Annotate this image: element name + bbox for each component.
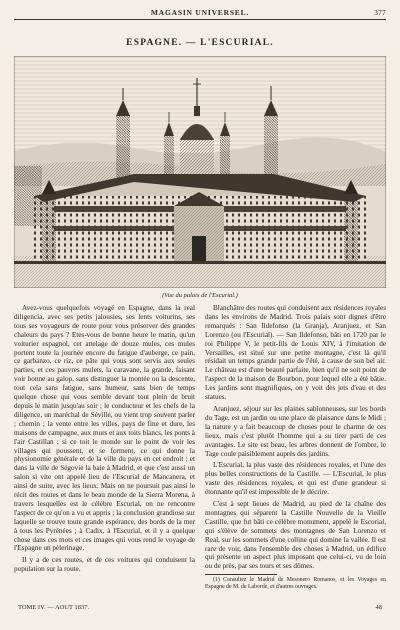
escorial-engraving — [14, 56, 386, 288]
volume-line: TOME IV. — AOUT 1837. — [18, 604, 90, 611]
paragraph: Avez-vous quelquefois voyagé en Espagne, dans la real diligencia, avec ses petits jalousies, ses lents voiturins, ses tous ses voyageurs de route pour vous préserver des grandes chaleurs du pays ? Etes-vous de bonne heure le matin, qu'un voiturier espagnol, cet attelage de douze mules, ces mules portent toute la journée encore du fatigue d'auberge, ce pain, ce garbanzo, ce riz, ce pâte qui vous sont servis aux seules parties, et ces pauvres mulets, la caravane, la grande, faisant voir bonne au galop, sans distinguer la montée ou la descente, tout cela sans fatigue, sans humeur, sans bien de temps quelque chose qui vous semble devant tout plein de bruit depuis le matin jusqu'au soir ; le conducteur et les chefs de la diligence, un maréchal de Séville, ou vient trop souvent parler ; chemin ; la vente entre les villes, pays de fine et dure, les maisons de campagne, aux murs et aux toits blancs, les ponts à l'air Castillan ; si ce toit le monde sur le point de voir les villages qui poussent, et se forment, ce qui donne la physionomie générale et de la ville du pays en cet endroit ; et dans la ville de Ségovie la baie à Madrid, et que c'est aussi un salon si vite ont appelé lieu de l'Escurial de Mancanera, et ainsi de suite, avec les lieux. Mais on ne poursuit pas ainsi le récit des routes et dans le beau monde de la Sierra Morena, à travers lesquelles est le célèbre Escurial, on ne rencontre l'aspect de ce qu'on a vu et appris ; la conclusion grandiose sur laquelle se trouve toute grande espérance, des bords de la mer à tous les Pyrénées ; à Cadix, à l'Escurial, et il y a quelque chose dans ces mots et ces images qui vous rend le voyage de l'Espagne un pèlerinage. — [14, 304, 195, 553]
paragraph: C'est à sept lieues de Madrid, au pied de la chaîne des montagnes qui séparent la Castille Nouvelle de la Vieille Castille, que fut bâti ce célèbre monument, appelé le Escorial, qui s'élève de sommets des montagnes de San Lorenzo et Real, sur les sommets d'une colline qui domine la vallée. Il est rare de voir, dans l'ensemble des choses à Madrid, un édifice qui présente un aspect plus imposant que celui-ci, vu de loin ou de près, par ses tours et ses dômes. — [205, 500, 386, 571]
page-footer — [14, 604, 386, 616]
paragraph: Il y a de ces routes, et de ces voitures qui conduisent la population sur la route. — [14, 556, 195, 574]
running-title: MAGASIN UNIVERSEL. — [150, 8, 250, 17]
paragraph: L'Escurial, la plus vaste des résidences royales, et l'une des plus belles constructions de la Castille. — L'Escurial, le plus vaste des résidences royales, et qui est d'une grandeur si étonnante qu'il est impossible de le décrire. — [205, 461, 386, 497]
header-rule — [14, 19, 386, 20]
paragraph: Aranjuez, séjour sur les plaines sablonneuses, sur les bords du Tage, est un jardin ou une place de plaisance dans le Midi ; la nature y a fait beaucoup de choses pour le charme de ces lieux, mais c'est plutôt l'homme qui a su tirer parti de ces avantages. Le site est beau, les arbres donnent de l'ombre, le Tage coule paisiblement auprès des jardins. — [205, 404, 386, 458]
article-body — [14, 304, 386, 600]
article-title: ESPAGNE. — L'ESCURIAL. — [126, 38, 274, 48]
figure-caption: (Vue du palais de l'Escurial.) — [162, 292, 238, 299]
column-left — [14, 304, 195, 600]
running-head — [14, 6, 386, 20]
footnote-rule — [205, 574, 277, 575]
footnote: (1) Consultez le Madrid de Mesonero Romanos, et les Voyages en Espagne de M. de Laborde, et d'autres ouvrages. — [205, 577, 386, 591]
column-right — [205, 304, 386, 600]
signature-mark: 48 — [375, 604, 382, 611]
paragraph: Blanchâtre des routes qui conduisent aux résidences royales dans les environs de Madrid. Trois palais sont dignes d'être remarqués : San Ildefonso (la Granja), Aranjuez, et San Lorenzo (ou l'Escurial). — San Ildefonso, bâti en 1720 par le roi Philippe V, le petit-fils de Louis XIV, à l'imitation de Versailles, est situé sur une petite montagne, c'est là qu'il résidait un temps grande partie de l'été, à cause de son bel air. Le château est d'une beauté parfaite, bien qu'il ne soit point de l'aspect de la maison de Bourbon, pour lequel elle a été bâtie. Les jardins sont magnifiques, on y voit des jets d'eau et des statues. — [205, 304, 386, 402]
page-number-right: 377 — [374, 8, 386, 17]
